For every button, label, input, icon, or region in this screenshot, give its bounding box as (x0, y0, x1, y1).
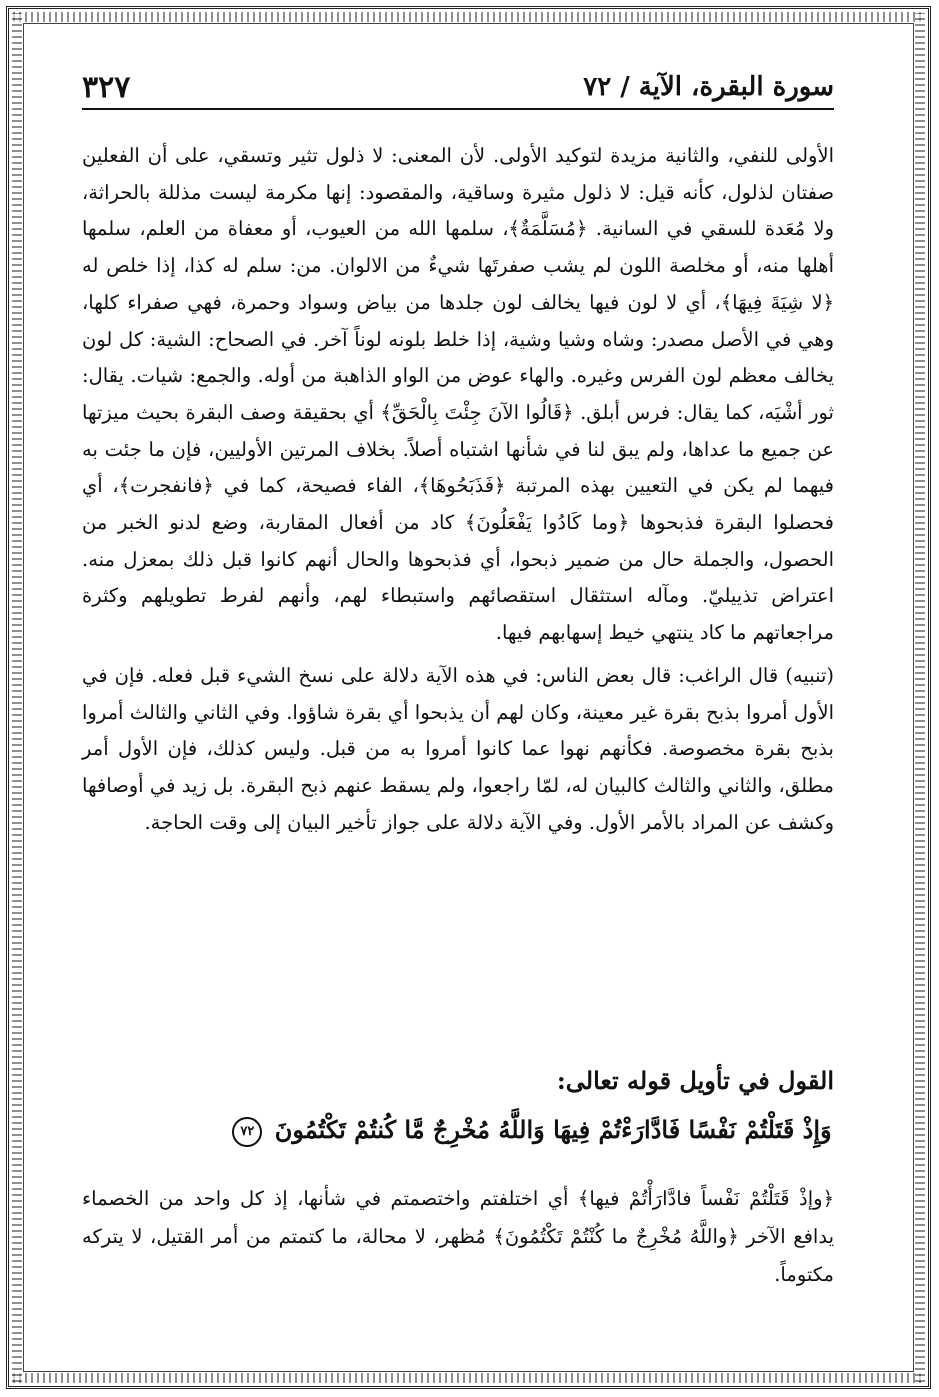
body-text-final (82, 1180, 834, 1294)
page-header (82, 68, 834, 110)
body-text (82, 138, 834, 841)
section-heading: القول في تأويل قوله تعالى: (556, 1066, 834, 1095)
verse-number-marker: ٧٢ (232, 1117, 262, 1147)
border-ornament-right (915, 13, 925, 1382)
quran-verse (230, 1115, 834, 1147)
border-ornament-bottom (13, 1373, 924, 1383)
border-ornament-left (12, 13, 22, 1382)
border-ornament-top (13, 12, 924, 22)
paragraph-final: ﴿وإذْ قَتَلْتُمْ نَفْساً فادَّارَأْتُمْ فيها﴾ أي اختلفتم واختصمتم في شأنها، إذ كل واحد من الخصماء يدافع الآخر ﴿واللَّهُ مُخْرِجٌ ما كُنْتُمْ تَكْتُمُونَ﴾ مُظهر، لا محالة، ما كتمتم من أمر القتيل، لا يتركه مكتوماً. (82, 1187, 834, 1286)
verse-text: وَإِذْ قَتَلْتُمْ نَفْسًا فَادَّارَءْتُمْ فِيهَا وَاللَّهُ مُخْرِجٌ مَّا كُنتُمْ تَكْتُمُونَ (274, 1115, 832, 1144)
paragraph-note: (تنبيه) قال الراغب: قال بعض الناس: في هذه الآية دلالة على نسخ الشيء قبل فعله. فإن في الأول أمروا بذبح بقرة غير معينة، وكان لهم أن يذبحوا أي بقرة شاؤوا. وفي الثاني والثالث أمروا بذبح بقرة مخصوصة. فكأنهم نهوا عما كانوا أمروا به من قبل. وليس كذلك، فإن الأول أمر مطلق، والثاني والثالث كالبيان له، لمّا راجعوا، ولم يسقط عنهم ذبح البقرة. بل زيد في أوصافها وكشف عن المراد بالأمر الأول. وفي الآية دلالة على جواز تأخير البيان إلى وقت الحاجة. (82, 663, 834, 834)
page-number: ٣٢٧ (82, 70, 131, 105)
running-title: سورة البقرة، الآية / ٧٢ (583, 72, 834, 102)
paragraph-commentary: الأولى للنفي، والثانية مزيدة لتوكيد الأولى. لأن المعنى: لا ذلول تثير وتسقي، على أن الفعلين صفتان لذلول، كأنه قيل: لا ذلول مثيرة وساقية، والمقصود: إنها مكرمة ليست مذللة بالحراثة، ولا مُعَدة للسقي في السانية. ﴿مُسَلَّمَةٌ﴾، سلمها الله من العيوب، أو معفاة من العلم، سلمها أهلها منه، أو مخلصة اللون لم يشب صفرتَها شيءٌ من الالوان. من: سلم له كذا، إذا خلص له ﴿لا شِيَةَ فِيهَا﴾، أي لا لون فيها يخالف لون جلدها من بياض وسواد وحمرة، فهي صفراء كلها، وهي في الأصل مصدر: وشاه وشيا وشية، إذا خلط بلونه لوناً آخر. في الصحاح: الشية: كل لون يخالف معظم لون الفرس وغيره. والهاء عوض من الواو الذاهبة من أوله. والجمع: شيات. يقال: ثور أشْيَه، كما يقال: فرس أبلق. ﴿قَالُوا الآنَ جِئْتَ بِالْحَقِّ﴾ أي بحقيقة وصف البقرة بحيث ميزتها عن جميع ما عداها، ولم يبق لنا في شأنها اشتباه أصلاً. بخلاف المرتين الأوليين، فإن ما جئت به فيهما لم يكن في التعيين بهذه المرتبة ﴿فَذَبَحُوهَا﴾، الفاء فصيحة، كما في ﴿فانفجرت﴾، أي فحصلوا البقرة فذبحوها ﴿وما كَادُوا يَفْعَلُونَ﴾ كاد من أفعال المقاربة، وضع لدنو الخبر من الحصول، والجملة حال من ضمير ذبحوا، أي فذبحوها والحال أنهم كانوا قبل ذلك بمعزل منه. اعتراض تذييليّ. ومآله استثقال استقصائهم واستبطاء لهم، وأنهم لفرط تطويلهم وكثرة مراجعاتهم ما كاد ينتهي خيط إسهابهم فيها. (82, 144, 834, 645)
